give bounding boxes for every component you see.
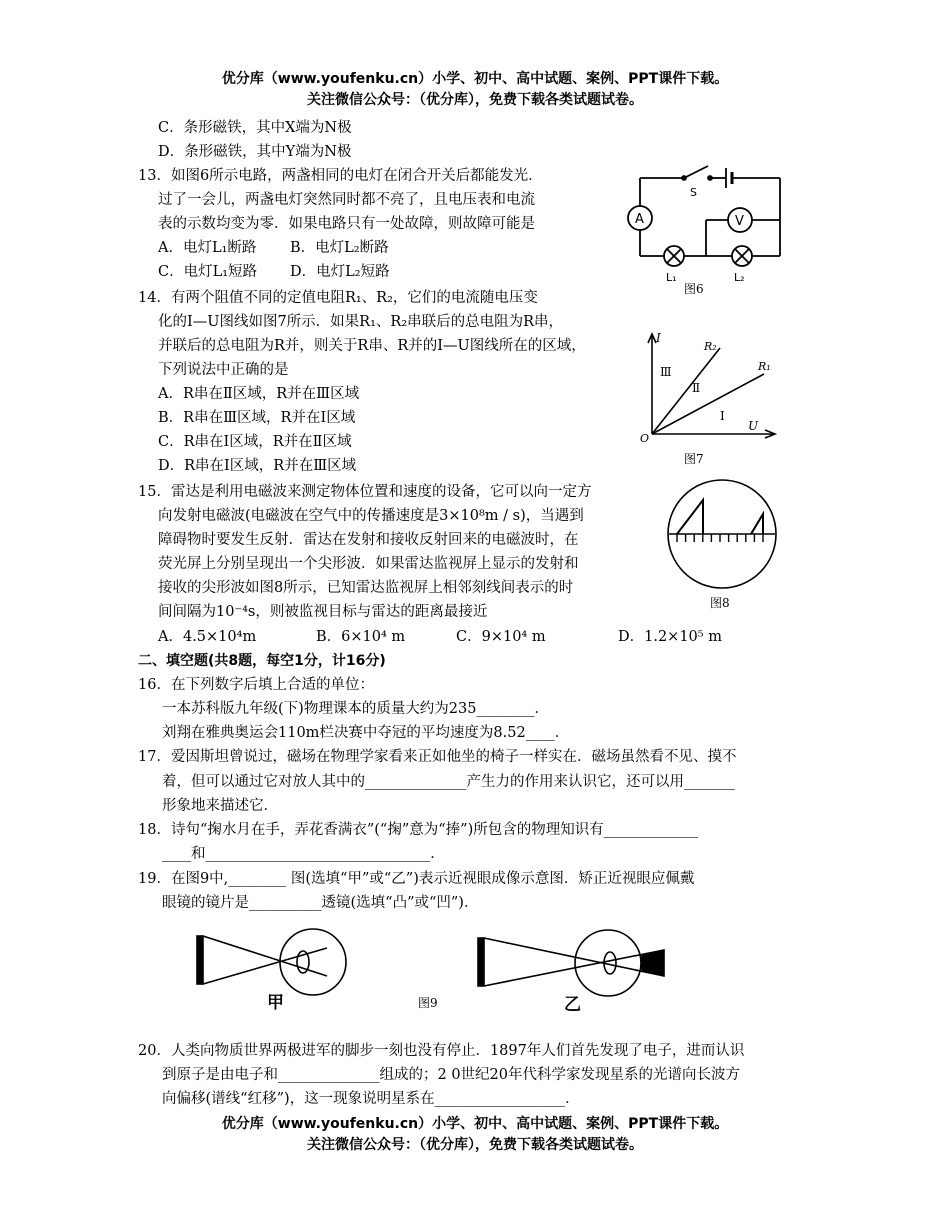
header-line-2: 关注微信公众号：（优分库），免费下载各类试题试卷。 [307,92,643,108]
q15-stem-line-4: 荧光屏上分别呈现出一个尖形波．如果雷达监视屏上显示的发射和 [158,556,579,572]
footer-line-1: 优分库（www.youfenku.cn）小学、初中、高中试题、案例、PPT课件下载。 [221,1116,729,1132]
q15-stem-line-6: 间间隔为10⁻⁴s，则被监视目标与雷达的距离最接近 [158,604,488,620]
header-line-1: 优分库（www.youfenku.cn）小学、初中、高中试题、案例、PPT课件下载。 [221,71,729,87]
q16-stem-line-3: 刘翔在雅典奥运会110m栏决赛中夺冠的平均速度为8.52____． [162,725,570,741]
q16-stem-line-2: 一本苏科版九年级(下)物理课本的质量大约为235________． [162,701,549,717]
q17-stem-line-3: 形象地来描述它． [162,798,278,814]
q14-stem-line-3: 并联后的总电阻为R并，则关于R串、R并的I—U图线所在的区域， [158,338,586,354]
figure-9-caption: 图9 [418,996,438,1010]
ammeter-label: A [635,212,644,227]
figure-9-eye-yi [470,926,670,1016]
region-2-label: Ⅱ [692,381,701,395]
r2-label: R₂ [704,340,717,353]
figure-9-eye-jia [185,926,355,1016]
q14-stem-line-1: 14．有两个阻值不同的定值电阻R₁、R₂，它们的电流随电压变 [138,290,538,306]
figure-7-caption: 图7 [684,452,704,466]
q19-stem-line-1: 19．在图9中,________ 图(选填“甲”或“乙”)表示近视眼成像示意图．矫正近视眼应佩戴 [138,871,695,887]
q12-option-c: C．条形磁铁，其中X端为N极 [158,120,352,136]
footer-line-2: 关注微信公众号：（优分库），免费下载各类试题试卷。 [307,1137,643,1153]
q13-option-d: D．电灯L₂短路 [290,264,390,280]
region-3-label: Ⅲ [660,365,672,379]
q13-option-a: A．电灯L₁断路 [158,240,257,256]
q20-stem-line-1: 20．人类向物质世界两极进军的脚步一刻也没有停止．1897年人们首先发现了电子，进而认识 [138,1043,745,1059]
q15-stem-line-5: 接收的尖形波如图8所示，已知雷达监视屏上相邻刻线间表示的时 [158,580,574,596]
q18-stem-line-1: 18．诗句“掬水月在手，弄花香满衣”(“掬”意为“捧”)所包含的物理知识有_____________ [138,822,698,838]
q14-stem-line-2: 化的I—U图线如图7所示．如果R₁、R₂串联后的总电阻为R串， [158,314,564,330]
q20-stem-line-2: 到原子是由电子和______________组成的；2 0世纪20年代科学家发现星系的光谱向长波方 [162,1067,741,1083]
figure-6-circuit [620,150,800,290]
q20-stem-line-3: 向偏移(谱线“红移”)，这一现象说明星系在__________________． [162,1091,580,1107]
figure-7-iu-graph [638,328,788,448]
q15-option-a: A．4.5×10⁴m [158,629,257,645]
figure-8-radar-screen [665,476,781,596]
q17-stem-line-2: 着，但可以通过它对放人其中的______________产生力的作用来认识它，还可以用_______ [162,774,735,790]
q13-stem-line-3: 表的示数均变为零．如果电路只有一处故障，则故障可能是 [158,216,535,232]
lamp1-label: L₁ [666,271,677,284]
q13-stem-line-2: 过了一会儿，两盏电灯突然同时都不亮了，且电压表和电流 [158,192,535,208]
q19-stem-line-2: 眼镜的镜片是__________透镜(选填“凸”或“凹”)． [162,895,479,911]
q17-stem-line-1: 17．爱因斯坦曾说过，磁场在物理学家看来正如他坐的椅子一样实在．磁场虽然看不见、摸不 [138,749,737,765]
q14-stem-line-4: 下列说法中正确的是 [158,362,289,378]
q13-option-b: B．电灯L₂断路 [290,240,389,256]
region-1-label: Ⅰ [720,409,725,423]
lamp2-label: L₂ [734,271,745,284]
axis-i-label: I [656,331,661,345]
axis-u-label: U [748,419,759,433]
q12-option-d: D．条形磁铁，其中Y端为N极 [158,144,352,160]
section-2-title: 二、填空题(共8题，每空1分，计16分) [138,653,386,669]
q14-option-c: C．R串在Ⅰ区域，R并在Ⅱ区域 [158,434,352,450]
q15-stem-line-3: 障碍物时要发生反射．雷达在发射和接收反射回来的电磁波时，在 [158,532,579,548]
origin-label: O [640,432,650,445]
q15-option-c: C．9×10⁴ m [456,629,546,645]
label-jia: 甲 [267,993,284,1013]
r1-label: R₁ [758,360,771,373]
q15-stem-line-2: 向发射电磁波(电磁波在空气中的传播速度是3×10⁸m / s)，当遇到 [158,508,584,524]
label-yi: 乙 [564,995,581,1015]
q15-option-b: B．6×10⁴ m [316,629,406,645]
voltmeter-label: V [735,214,744,229]
q16-stem-line-1: 16．在下列数字后填上合适的单位： [138,677,374,693]
q13-option-c: C．电灯L₁短路 [158,264,258,280]
q14-option-b: B．R串在Ⅲ区域，R并在Ⅰ区域 [158,410,356,426]
switch-label: S [690,186,697,199]
figure-6-caption: 图6 [684,282,704,296]
q13-stem-line-1: 13．如图6所示电路，两盏相同的电灯在闭合开关后都能发光． [138,168,543,184]
q15-option-d: D．1.2×10⁵ m [618,629,722,645]
figure-8-caption: 图8 [710,596,730,610]
q14-option-d: D．R串在Ⅰ区域，R并在Ⅲ区域 [158,458,357,474]
q15-stem-line-1: 15．雷达是利用电磁波来测定物体位置和速度的设备，它可以向一定方 [138,484,592,500]
q14-option-a: A．R串在Ⅱ区域，R并在Ⅲ区域 [158,386,360,402]
q18-stem-line-2: ____和_______________________________． [162,846,445,862]
